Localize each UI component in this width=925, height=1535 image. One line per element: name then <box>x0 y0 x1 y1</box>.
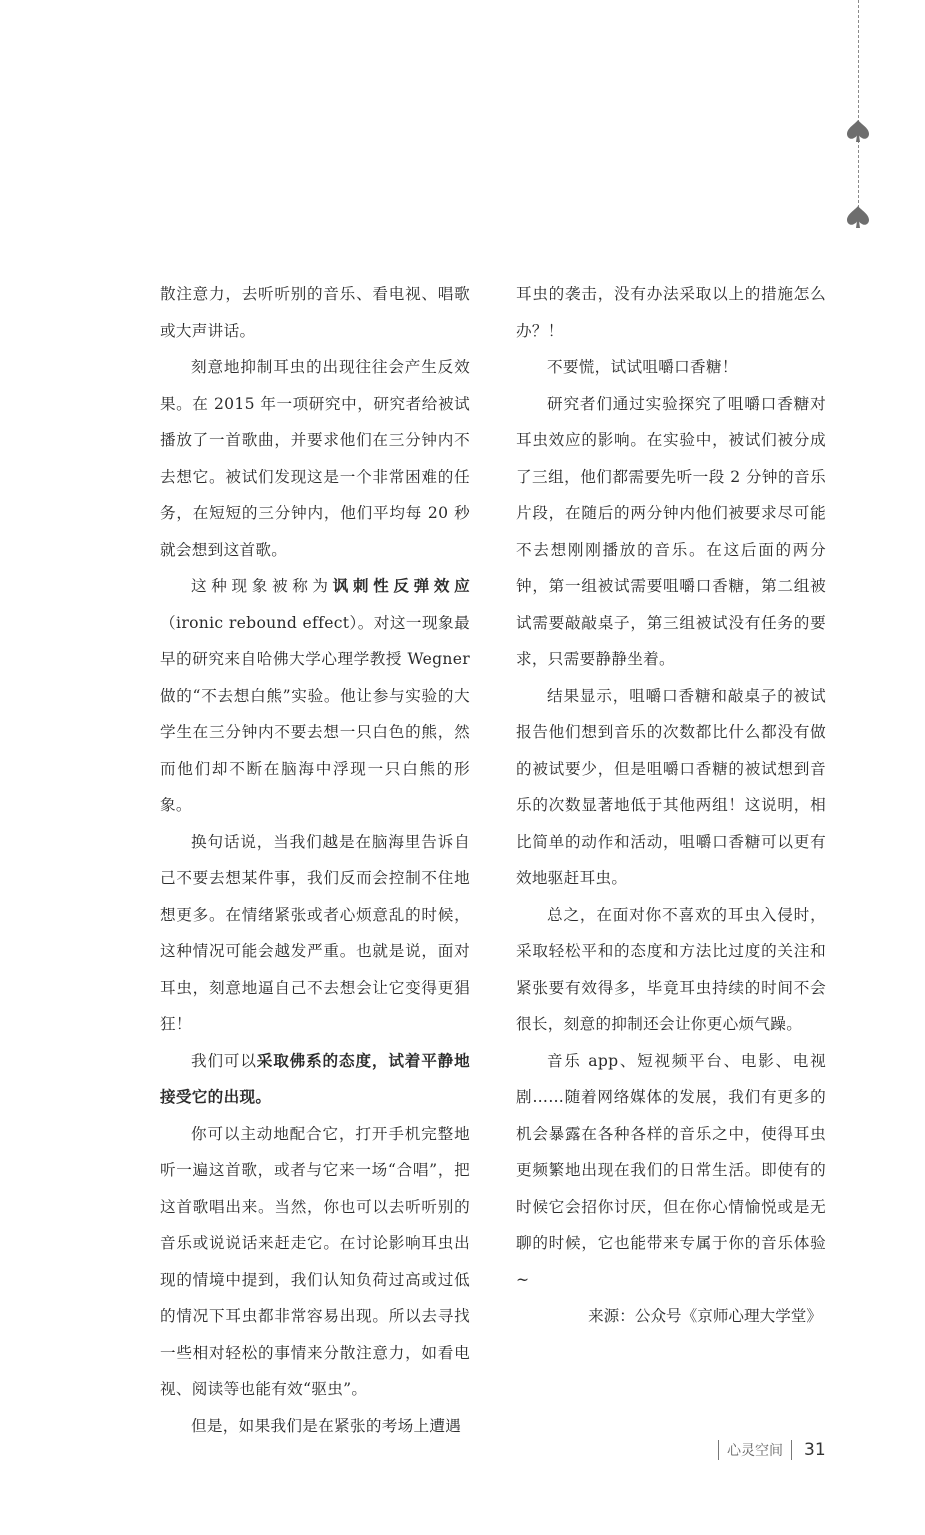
divider <box>791 1440 792 1460</box>
paragraph: 研究者们通过实验探究了咀嚼口香糖对耳虫效应的影响。在实验中，被试们被分成了三组，他们都需要先听一段 2 分钟的音乐片段，在随后的两分钟内他们被要求尽可能不去想刚刚播放的音乐。在这后面的两分钟，第一组被试需要咀嚼口香糖，第二组被试需要敲敲桌子，第三组被试没有任务的要求，只需要静静坐着。 <box>516 394 826 668</box>
heart-icon <box>845 204 871 230</box>
bold-term: 讽刺性反弹效应 <box>332 576 470 595</box>
paragraph: 散注意力，去听听别的音乐、看电视、唱歌或大声讲话。 <box>160 285 470 340</box>
paragraph: 刻意地抑制耳虫的出现往往会产生反效果。在 2015 年一项研究中，研究者给被试播放了一首歌曲，并要求他们在三分钟内不去想它。被试们发现这是一个非常困难的任务，在短短的三分钟内，他们平均每 20 秒就会想到这首歌。 <box>160 358 470 559</box>
heart-icon <box>845 118 871 144</box>
paragraph: 结果显示，咀嚼口香糖和敲桌子的被试报告他们想到音乐的次数都比什么都没有做的被试要少，但是咀嚼口香糖的被试想到音乐的次数显著地低于其他两组！这说明，相比简单的动作和活动，咀嚼口香糖可以更有效地驱赶耳虫。 <box>516 686 826 887</box>
paragraph: 总之，在面对你不喜欢的耳虫入侵时，采取轻松平和的态度和方法比过度的关注和紧张要有效得多，毕竟耳虫持续的时间不会很长，刻意的抑制还会让你更心烦气躁。 <box>516 905 826 1033</box>
text-run: （ironic rebound effect）。对这一现象最早的研究来自哈佛大学心理学教授 Wegner 做的“不去想白熊”实验。他让参与实验的大学生在三分钟内不要去想一只白色的熊，然而他们却不断在脑海中浮现一只白熊的形象。 <box>160 613 470 814</box>
left-column <box>160 276 470 1444</box>
paragraph: 音乐 app、短视频平台、电影、电视剧……随着网络媒体的发展，我们有更多的机会暴露在各种各样的音乐之中，使得耳虫更频繁地出现在我们的日常生活。即使有的时候它会招你讨厌，但在你心情愉悦或是无聊的时候，它也能带来专属于你的音乐体验 ~ <box>516 1051 826 1289</box>
page-footer <box>710 1436 826 1464</box>
paragraph: 你可以主动地配合它，打开手机完整地听一遍这首歌，或者与它来一场“合唱”，把这首歌唱出来。当然，你也可以去听听别的音乐或说说话来赶走它。在讨论影响耳虫出现的情境中提到，我们认知负荷过高或过低的情况下耳虫都非常容易出现。所以去寻找一些相对轻松的事情来分散注意力，如看电视、阅读等也能有效“驱虫”。 <box>160 1124 470 1398</box>
bold-advice: 采取佛系的态度，试着平静地接受它的出现。 <box>160 1050 470 1106</box>
section-name: 心灵空间 <box>727 1443 783 1459</box>
paragraph-ironic-rebound <box>160 568 470 824</box>
paragraph-advice <box>160 1043 470 1116</box>
paragraph: 不要慌，试试咀嚼口香糖！ <box>547 358 738 376</box>
decorative-dashed-line <box>858 0 859 228</box>
source-credit: 来源：公众号《京师心理大学堂》 <box>588 1307 822 1325</box>
text-run: 我们可以 <box>191 1051 257 1070</box>
right-column <box>516 276 826 1335</box>
page-number: 31 <box>804 1440 826 1460</box>
divider <box>718 1440 719 1460</box>
paragraph: 换句话说，当我们越是在脑海里告诉自己不要去想某件事，我们反而会控制不住地想更多。在情绪紧张或者心烦意乱的时候，这种情况可能会越发严重。也就是说，面对耳虫，刻意地逼自己不去想会让它变得更猖狂！ <box>160 832 470 1033</box>
text-run: 这种现象被称为 <box>191 577 333 595</box>
paragraph: 但是，如果我们是在紧张的考场上遭遇 <box>191 1416 462 1435</box>
paragraph: 耳虫的袭击，没有办法采取以上的措施怎么办？！ <box>516 285 826 340</box>
